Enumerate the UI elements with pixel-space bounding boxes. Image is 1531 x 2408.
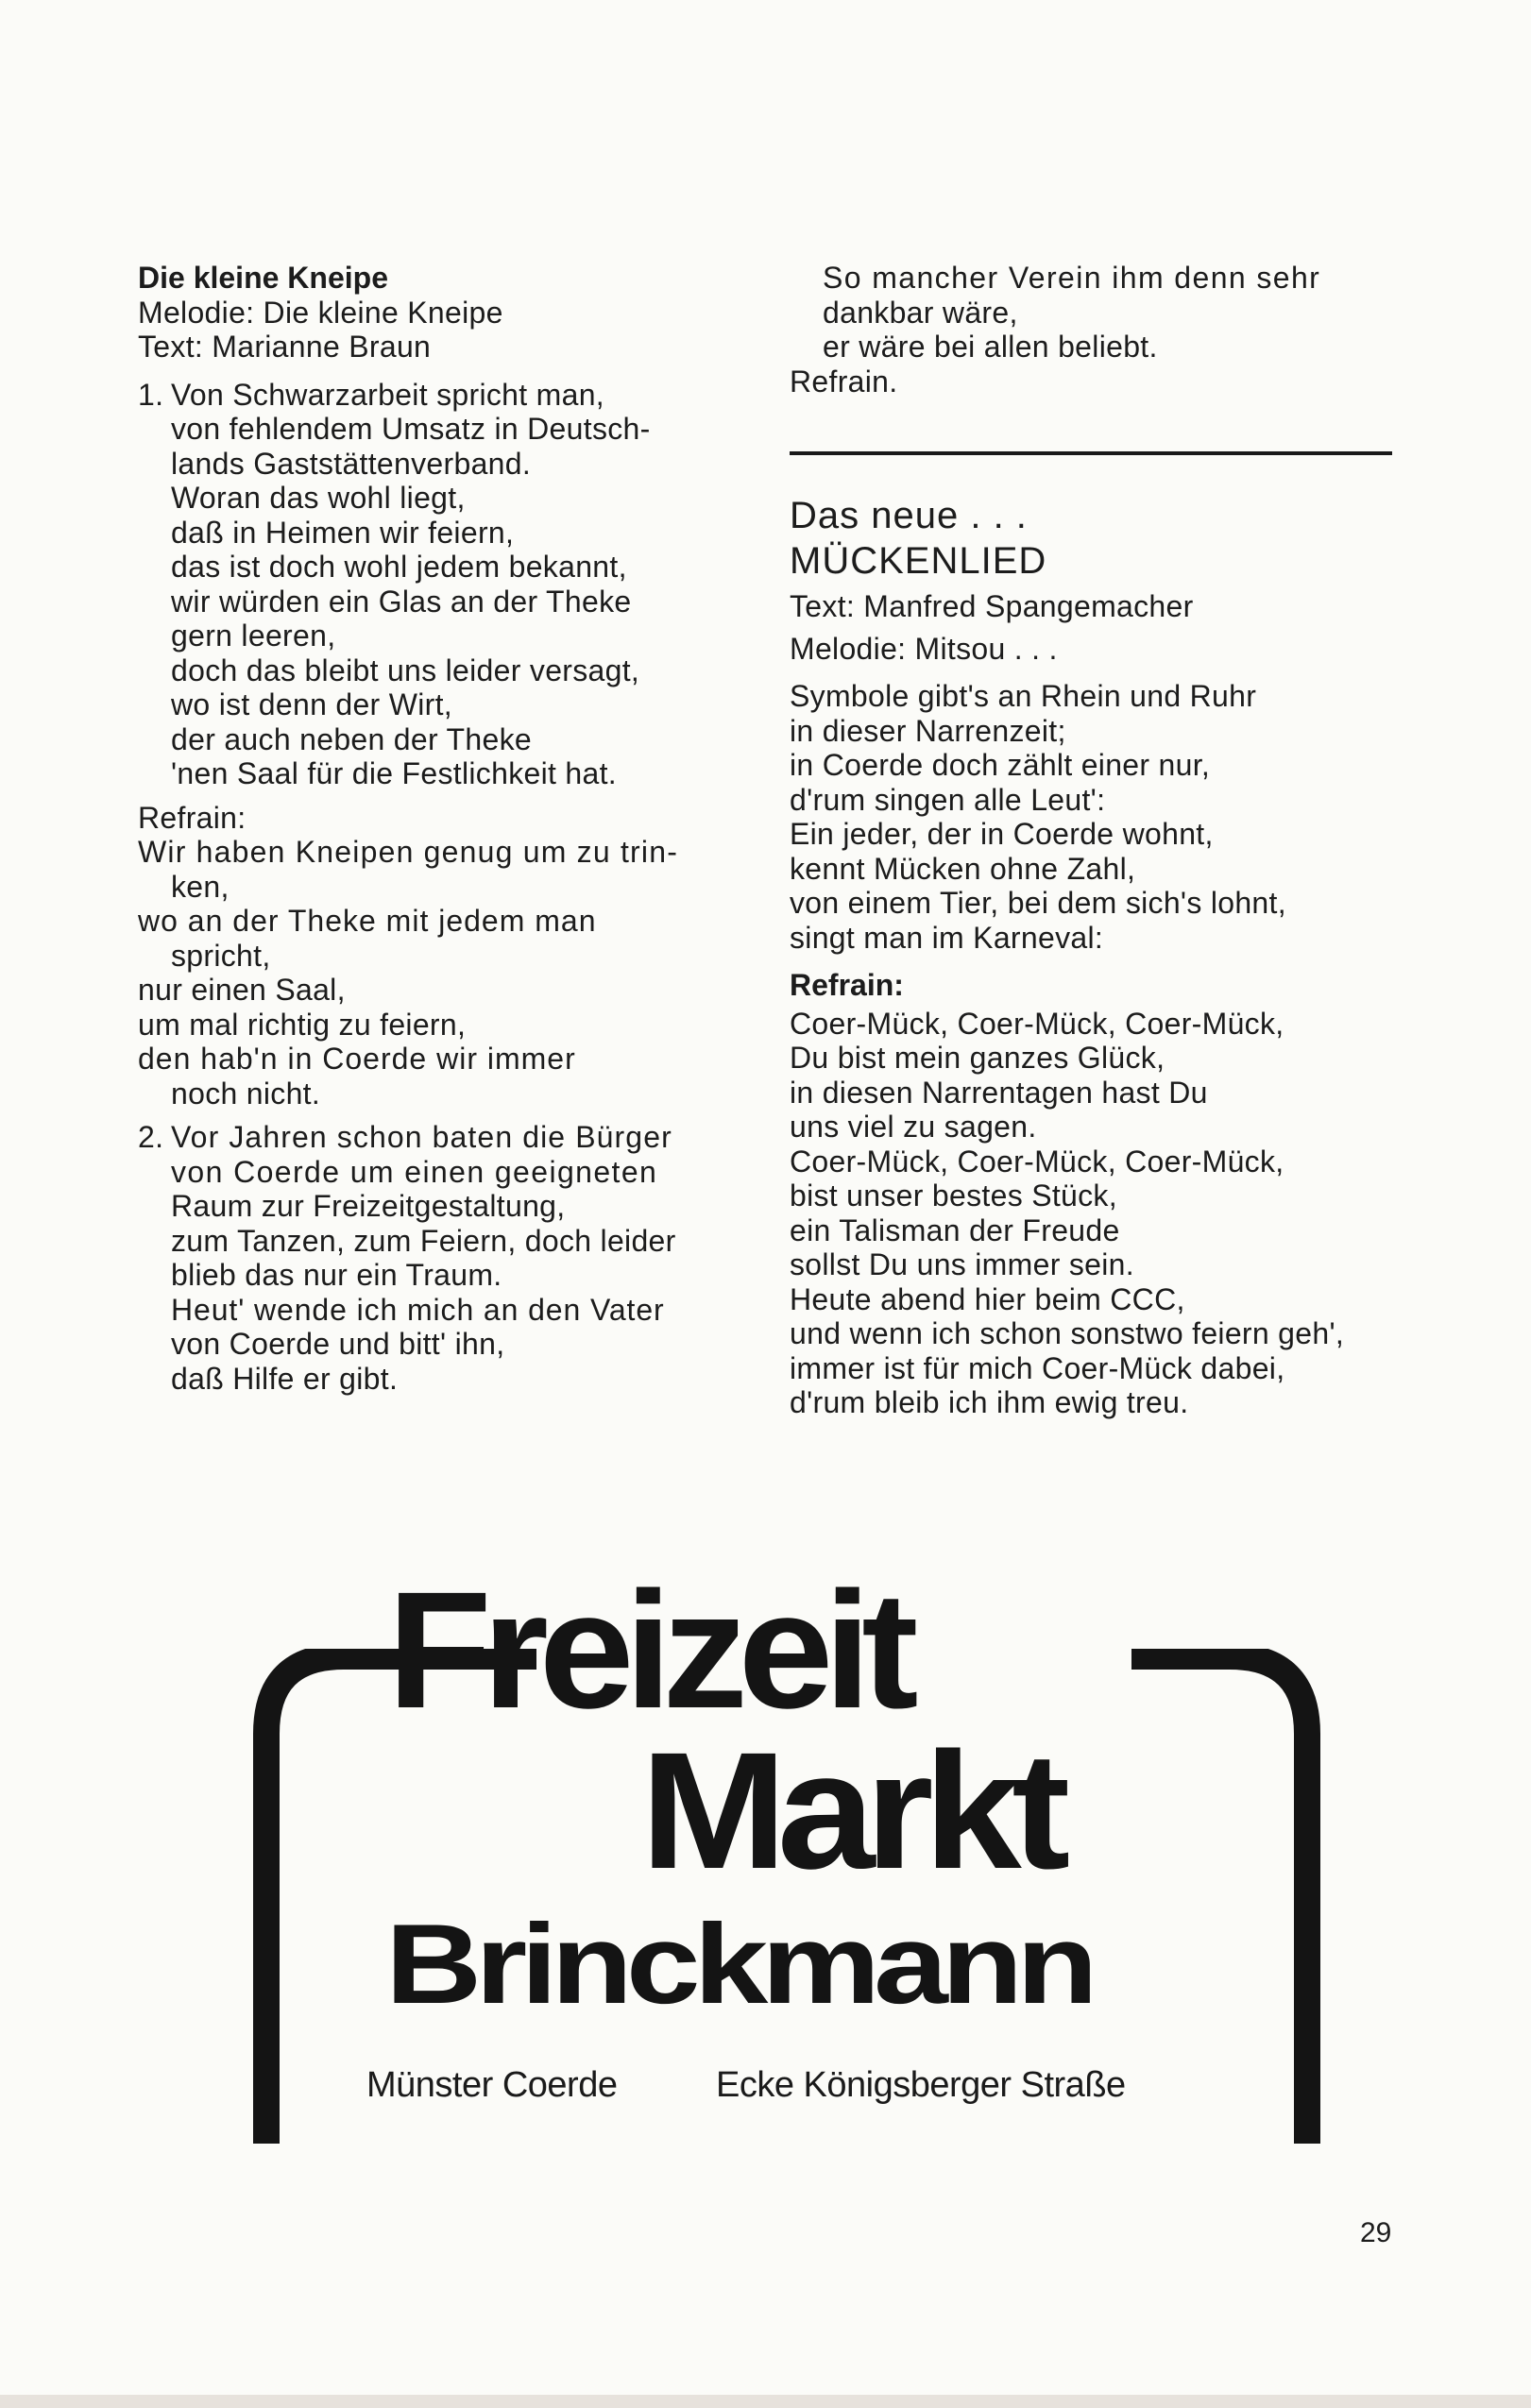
verse-line: wo ist denn der Wirt,	[171, 687, 452, 721]
verse-line: 'nen Saal für die Festlichkeit hat.	[171, 756, 617, 790]
refrain-line: Du bist mein ganzes Glück,	[790, 1041, 1165, 1075]
verse-line: daß Hilfe er gibt.	[171, 1361, 399, 1396]
verse-line: Von Schwarzarbeit spricht man,	[171, 377, 604, 412]
song-melody: Melodie: Die kleine Kneipe	[138, 295, 503, 330]
refrain-line: immer ist für mich Coer-Mück dabei,	[790, 1350, 1285, 1385]
ad-address: Ecke Königsberger Straße	[716, 2065, 1126, 2105]
ad-headline-freizeit: Freizeit	[387, 1558, 910, 1743]
refrain-line: ein Talisman der Freude	[790, 1212, 1120, 1247]
verse-line: Symbole gibt's an Rhein und Ruhr	[790, 679, 1257, 713]
refrain-line: Heute abend hier beim CCC,	[790, 1281, 1185, 1316]
refrain-line: uns viel zu sagen.	[790, 1110, 1037, 1144]
song-title-line1: Das neue . . .	[790, 495, 1028, 536]
verse-line: zum Tanzen, zum Feiern, doch leider	[171, 1223, 676, 1258]
verse-line: Woran das wohl liegt,	[171, 481, 466, 515]
verse-line: Raum zur Freizeitgestaltung,	[171, 1189, 566, 1223]
ad-headline-markt: Markt	[640, 1719, 1061, 1904]
verse-line: gern leeren,	[171, 619, 336, 653]
song-mueckenlied	[790, 493, 1394, 1420]
refrain-line: sollst Du uns immer sein.	[790, 1247, 1134, 1281]
continuation-line: So mancher Verein ihm denn sehr	[823, 261, 1321, 295]
verse-line: Heut' wende ich mich an den Vater	[171, 1292, 665, 1327]
verse	[790, 679, 1394, 955]
right-column	[790, 261, 1394, 399]
song-author: Text: Manfred Spangemacher	[790, 589, 1194, 623]
verse-line: das ist doch wohl jedem bekannt,	[171, 550, 627, 584]
continuation-line: er wäre bei allen beliebt.	[823, 330, 1158, 364]
refrain-line: spricht,	[171, 938, 271, 973]
refrain-line: in diesen Narrentagen hast Du	[790, 1075, 1208, 1110]
refrain-label: Refrain:	[790, 968, 904, 1002]
refrain	[790, 1007, 1394, 1420]
refrain-line: um mal richtig zu feiern,	[138, 1007, 467, 1042]
verse-line: d'rum singen alle Leut':	[790, 782, 1106, 817]
verse-line: kennt Mücken ohne Zahl,	[790, 851, 1136, 886]
refrain-line: wo an der Theke mit jedem man	[138, 904, 597, 938]
page-edge	[0, 2395, 1531, 2408]
song-title-line2: MÜCKENLIED	[790, 540, 1047, 582]
advertisement-freizeit-markt	[253, 1558, 1320, 2144]
verse-line: wir würden ein Glas an der Theke	[171, 584, 632, 619]
verse-2	[138, 1120, 752, 1396]
verse-line: Vor Jahren schon baten die Bürger	[171, 1120, 672, 1154]
song-melody: Melodie: Mitsou . . .	[790, 631, 1058, 666]
refrain-line: bist unser bestes Stück,	[790, 1179, 1117, 1212]
page-number: 29	[1360, 2217, 1392, 2248]
verse-line: daß in Heimen wir feiern,	[171, 515, 515, 550]
refrain-line: Coer-Mück, Coer-Mück, Coer-Mück,	[790, 1144, 1284, 1179]
verse-1	[138, 378, 752, 791]
verse-line: von Coerde und bitt' ihn,	[171, 1327, 505, 1361]
refrain-line: Wir haben Kneipen genug um zu trin-	[138, 835, 679, 869]
refrain-line: d'rum bleib ich ihm ewig treu.	[790, 1385, 1189, 1419]
section-divider	[790, 451, 1392, 455]
verse-line: in dieser Narrenzeit;	[790, 713, 1066, 748]
ad-location: Münster Coerde	[366, 2065, 618, 2105]
verse-line: doch das bleibt uns leider versagt,	[171, 653, 640, 687]
song-author: Text: Marianne Braun	[138, 330, 432, 364]
verse-line: Ein jeder, der in Coerde wohnt,	[790, 817, 1214, 851]
ad-company-name: Brinckmann	[385, 1901, 1092, 2027]
verse-number: 1.	[138, 377, 164, 412]
refrain-line: Coer-Mück, Coer-Mück, Coer-Mück,	[790, 1006, 1284, 1041]
verse-line: in Coerde doch zählt einer nur,	[790, 748, 1211, 782]
verse-line: von einem Tier, bei dem sich's lohnt,	[790, 886, 1286, 920]
refrain-label: Refrain:	[138, 800, 247, 835]
refrain-line: nur einen Saal,	[138, 973, 346, 1007]
refrain-line: ken,	[171, 869, 230, 904]
verse-line: von Coerde um einen geeigneten	[171, 1154, 658, 1189]
verse-line: der auch neben der Theke	[171, 721, 532, 756]
song-kleine-kneipe	[138, 261, 752, 1396]
refrain	[138, 801, 752, 1111]
verse-line: von fehlendem Umsatz in Deutsch-	[171, 412, 651, 446]
verse-number: 2.	[138, 1120, 164, 1154]
continuation-line: dankbar wäre,	[823, 295, 1018, 330]
refrain-line: noch nicht.	[171, 1076, 321, 1111]
refrain-line: und wenn ich schon sonstwo feiern geh',	[790, 1316, 1345, 1350]
refrain-line: den hab'n in Coerde wir immer	[138, 1042, 576, 1076]
refrain-reference: Refrain.	[790, 364, 898, 399]
verse-line: blieb das nur ein Traum.	[171, 1258, 502, 1292]
song-title: Die kleine Kneipe	[138, 261, 388, 295]
verse-line: lands Gaststättenverband.	[171, 446, 532, 481]
verse-line: singt man im Karneval:	[790, 920, 1104, 955]
